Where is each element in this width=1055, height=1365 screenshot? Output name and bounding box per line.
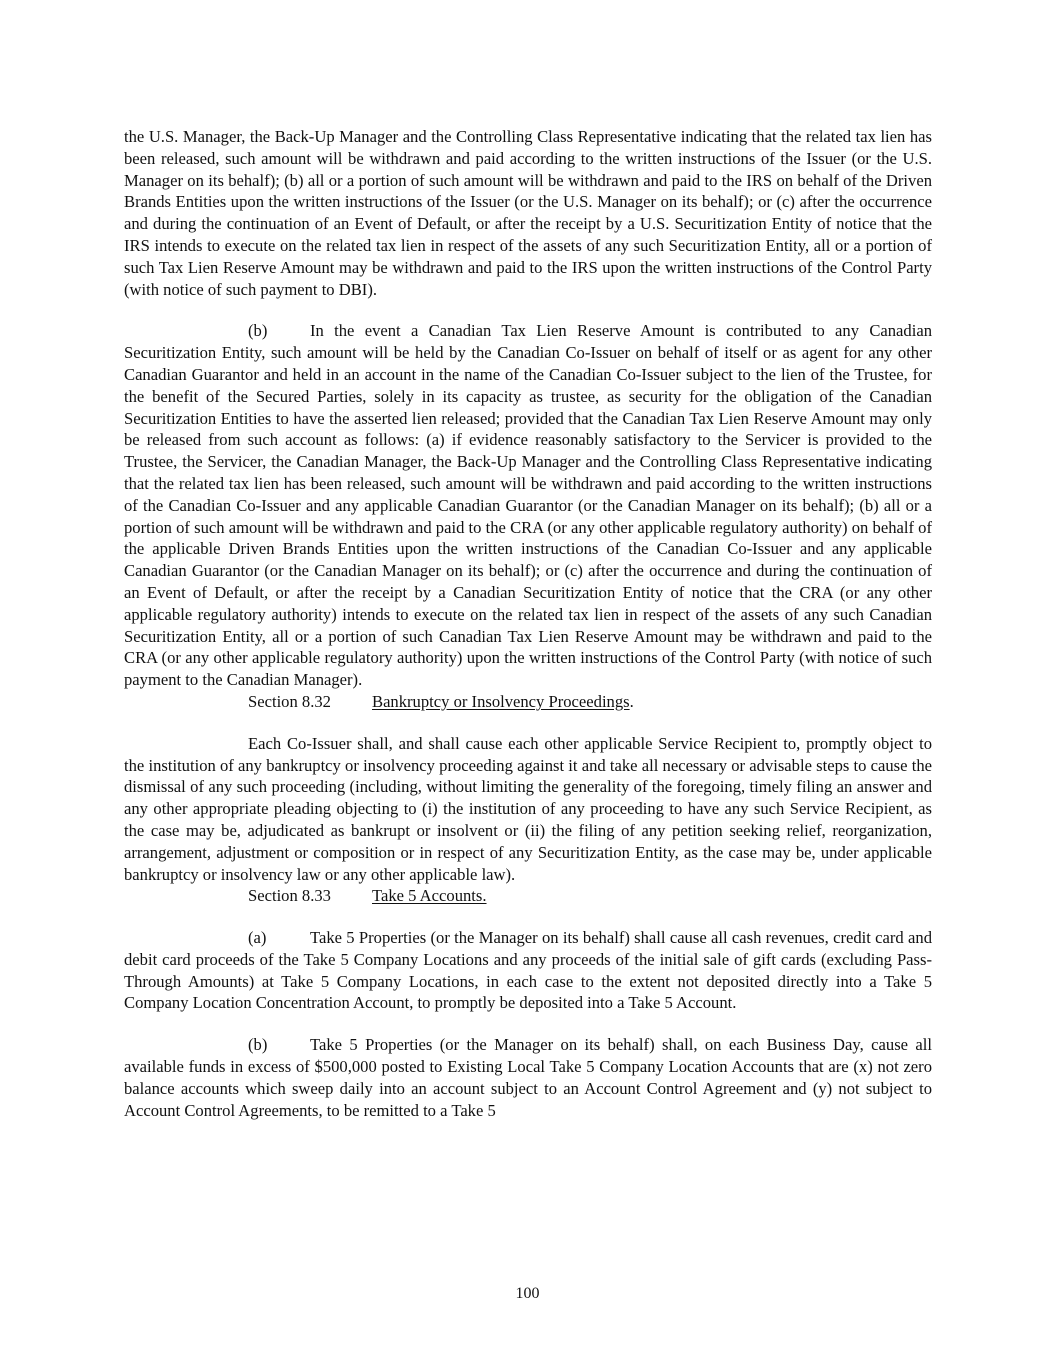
section-number: Section 8.32 — [248, 691, 331, 711]
paragraph-take5-remittance — [124, 1034, 932, 1121]
section-title: Bankruptcy or Insolvency Proceedings — [372, 691, 630, 711]
clause-label: (a) — [248, 928, 267, 948]
section-title-punctuation: . — [629, 691, 634, 711]
paragraph-take5-deposits — [124, 927, 932, 1014]
section-title: Take 5 Accounts. — [372, 886, 487, 906]
document-body — [124, 126, 932, 1121]
clause-text: Take 5 Properties (or the Manager on its behalf) shall, on each Business Day, cause all available funds in excess of $500,000 posted to Existing Local Take 5 Company Location Accounts that are (x) not zero balance accounts which sweep daily into an account subject to an Account Control Agreement and (y) not subject to Account Control Agreements, to be remitted to a Take 5 — [124, 1035, 932, 1120]
clause-label: (b) — [248, 1035, 268, 1055]
paragraph-bankruptcy-proceedings: Each Co-Issuer shall, and shall cause each other applicable Service Recipient to, promptly object to the institution of any bankruptcy or insolvency proceeding against it and take all necessary or advisable steps to cause the dismissal of any such proceeding (including, without limiting the generality of the foregoing, timely filing an answer and any other appropriate pleading objecting to (i) the institution of any proceeding to have any such Service Recipient, as the case may be, adjudicated as bankrupt or insolvent or (ii) the filing of any petition seeking relief, reorganization, arrangement, adjustment or composition or in respect of any Securitization Entity, as the case may be, under applicable bankruptcy or insolvency law or any other applicable law). — [124, 733, 932, 884]
page-number: 100 — [515, 1285, 540, 1302]
clause-text: Take 5 Properties (or the Manager on its behalf) shall cause all cash revenues, credit card and debit card proceeds of the Take 5 Company Locations and any proceeds of the initial sale of gift cards (excluding Pass-Through Amounts) at Take 5 Company Locations, in each case to the extent not deposited directly into a Take 5 Company Location Concentration Account, to promptly be deposited into a Take 5 Account. — [124, 928, 932, 1013]
section-heading-8-33 — [124, 885, 932, 907]
section-heading-8-32 — [124, 691, 932, 713]
clause-text: In the event a Canadian Tax Lien Reserve Amount is contributed to any Canadian Securitization Entity, such amount will be held by the Canadian Co-Issuer on behalf of itself or as agent for any other Canadian Guarantor and held in an account in the name of the Canadian Co-Issuer subject to the lien of the Trustee, for the benefit of the Secured Parties, solely in its capacity as trustee, as security for the obligation of the Canadian Securitization Entities to have the asserted lien released; provided that the Canadian Tax Lien Reserve Amount may only be released from such account as follows: (a) if evidence reasonably satisfactory to the Servicer is provided to the Trustee, the Servicer, the Canadian Manager, the Back-Up Manager and the Controlling Class Representative indicating that the related tax lien has been released, such amount will be withdrawn and paid according to the written instructions of the Canadian Co-Issuer and any applicable Canadian Guarantor (or the Canadian Manager on its behalf); (b) all or a portion of such amount will be withdrawn and paid to the CRA (or any other applicable regulatory authority) on behalf of the applicable Driven Brands Entities upon the written instructions of the Canadian Co-Issuer and any applicable Canadian Guarantor (or the Canadian Manager on its behalf); or (c) after the occurrence and during the continuation of an Event of Default, or after the receipt by a Canadian Securitization Entity of notice that the CRA (or any other applicable regulatory authority) intends to execute on the related tax lien in respect of the assets of any such Canadian Securitization Entity, all or a portion of such Canadian Tax Lien Reserve Amount may be withdrawn and paid to the CRA (or any other applicable regulatory authority) upon the written instructions of the Control Party (with notice of such payment to the Canadian Manager). — [124, 321, 932, 690]
paragraph-canadian-tax-lien — [124, 320, 932, 691]
clause-label: (b) — [248, 321, 268, 341]
section-number: Section 8.33 — [248, 886, 331, 906]
paragraph-tax-lien-continuation: the U.S. Manager, the Back-Up Manager and the Controlling Class Representative indicating that the related tax lien has been released, such amount will be withdrawn and paid according to the written instructions of the Issuer (or the U.S. Manager on its behalf); (b) all or a portion of such amount will be withdrawn and paid to the IRS on behalf of the Driven Brands Entities upon the written instructions of the Issuer (or the U.S. Manager on its behalf); or (c) after the occurrence and during the continuation of an Event of Default, or after the receipt by a U.S. Securitization Entity of notice that the IRS intends to execute on the related tax lien in respect of the assets of any such Securitization Entity, all or a portion of such Tax Lien Reserve Amount may be withdrawn and paid to the IRS upon the written instructions of the Control Party (with notice of such payment to DBI). — [124, 127, 932, 299]
